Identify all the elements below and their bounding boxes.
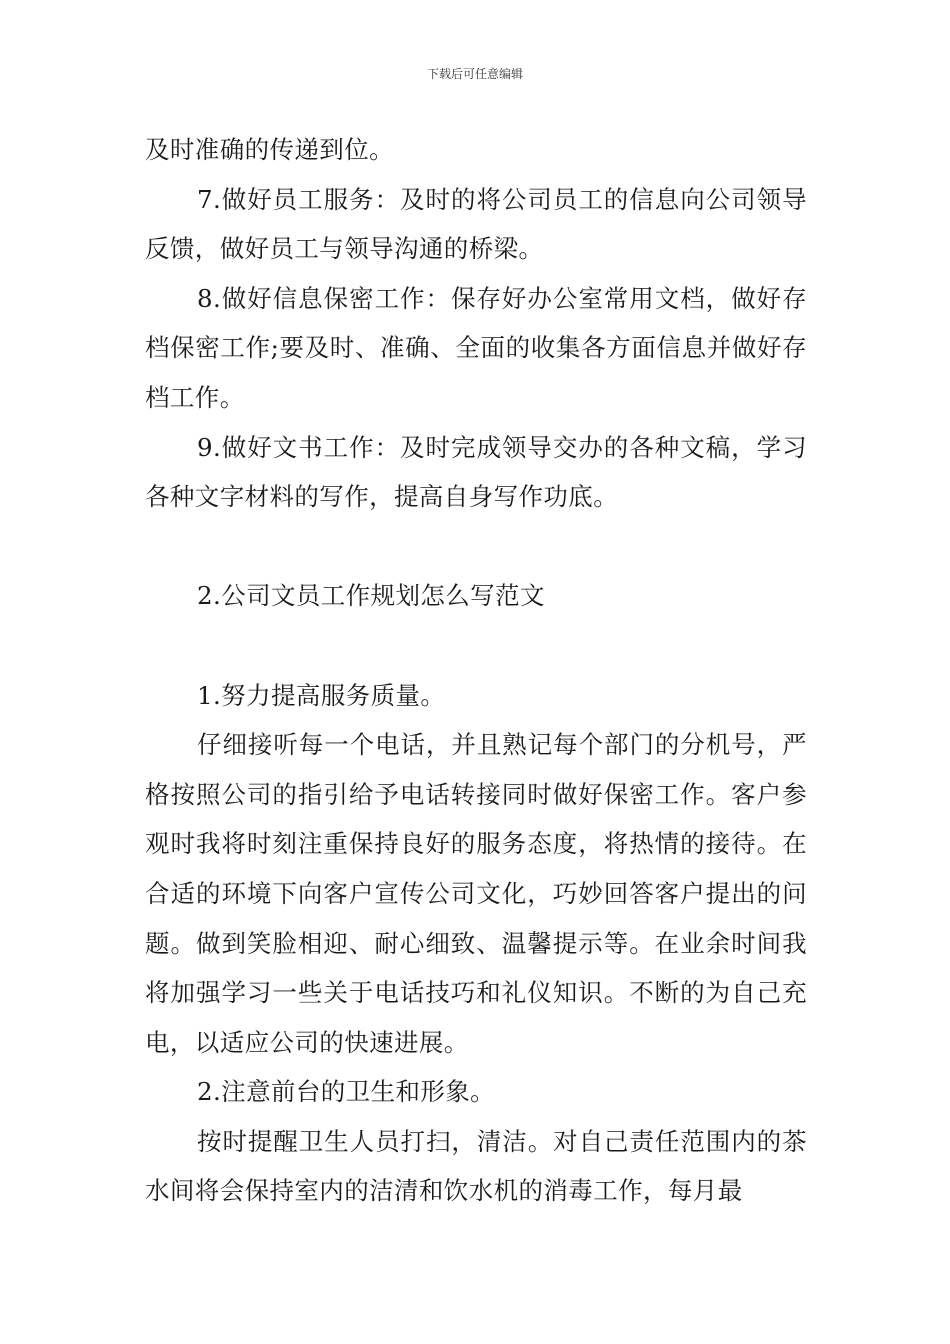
paragraph-service-quality: 仔细接听每一个电话，并且熟记每个部门的分机号，严格按照公司的指引给予电话转接同时做好保密工作。客户参观时我将时刻注重保持良好的服务态度，将热情的接待。在合适的环境下向客户宣传公司文化，巧妙回答客户提出的问题。做到笑脸相迎、耐心细致、温馨提示等。在业余时间我将加强学习一些关于电话技巧和礼仪知识。不断的为自己充电，以适应公司的快速进展。	[145, 730, 807, 1057]
paragraph-item-7: 7.做好员工服务：及时的将公司员工的信息向公司领导反馈，做好员工与领导沟通的桥梁。	[145, 184, 807, 264]
paragraph-continuation: 及时准确的传递到位。	[145, 135, 394, 164]
paragraph-item-9: 9.做好文书工作：及时完成领导交办的各种文稿，学习各种文字材料的写作，提高自身写作功底。	[145, 432, 807, 512]
page-header: 下载后可任意编辑	[426, 67, 523, 81]
blank-line	[145, 522, 807, 572]
subheading-1: 1.努力提高服务质量。	[197, 680, 446, 710]
blank-line	[145, 621, 807, 671]
section-heading: 2.公司文员工作规划怎么写范文	[197, 581, 545, 611]
paragraph-hygiene: 按时提醒卫生人员打扫，清洁。对自己责任范围内的茶水间将会保持室内的洁清和饮水机的消毒工作，每月最	[145, 1126, 807, 1206]
document-body	[145, 125, 807, 1216]
subheading-2: 2.注意前台的卫生和形象。	[197, 1077, 496, 1107]
paragraph-item-8: 8.做好信息保密工作：保存好办公室常用文档，做好存档保密工作;要及时、准确、全面的收集各方面信息并做好存档工作。	[145, 283, 807, 412]
